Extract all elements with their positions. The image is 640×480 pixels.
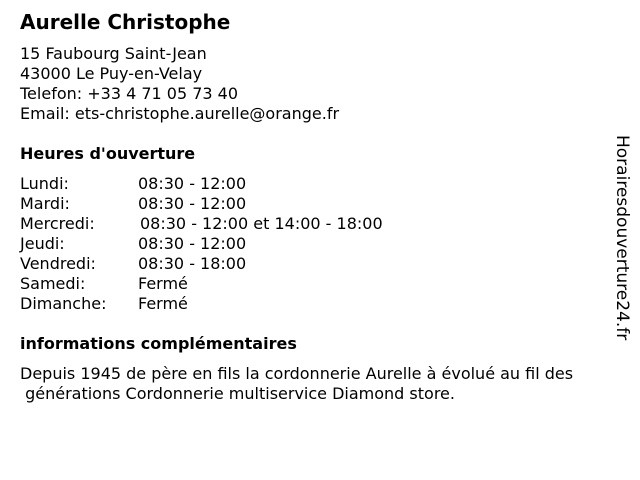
time-value: 08:30 - 12:00 [138, 234, 247, 253]
time-value: 08:30 - 12:00 [138, 194, 247, 213]
day-label: Jeudi: [20, 234, 65, 253]
time-value: 08:30 - 12:00 [138, 174, 247, 193]
day-label: Mercredi: [20, 214, 95, 233]
info-heading: informations complémentaires [20, 334, 297, 353]
email-address: Email: ets-christophe.aurelle@orange.fr [20, 104, 340, 123]
day-label: Mardi: [20, 194, 70, 213]
day-label: Samedi: [20, 274, 86, 293]
info-description: Depuis 1945 de père en fils la cordonnerie Aurelle à évolué au fil des générations Cordonnerie multiservice Diamond store. [20, 364, 574, 403]
day-label: Dimanche: [20, 294, 107, 313]
phone-number: Telefon: +33 4 71 05 73 40 [20, 84, 239, 103]
address-city: 43000 Le Puy-en-Velay [20, 64, 203, 83]
address-street: 15 Faubourg Saint-Jean [20, 44, 207, 63]
time-value: 08:30 - 12:00 et 14:00 - 18:00 [140, 214, 383, 233]
time-value: Fermé [138, 274, 188, 293]
time-value: Fermé [138, 294, 188, 313]
time-value: 08:30 - 18:00 [138, 254, 247, 273]
business-name: Aurelle Christophe [20, 10, 231, 34]
day-label: Lundi: [20, 174, 69, 193]
day-label: Vendredi: [20, 254, 96, 273]
site-watermark: Horairesdouverture24.fr [612, 135, 632, 341]
hours-heading: Heures d'ouverture [20, 144, 196, 163]
